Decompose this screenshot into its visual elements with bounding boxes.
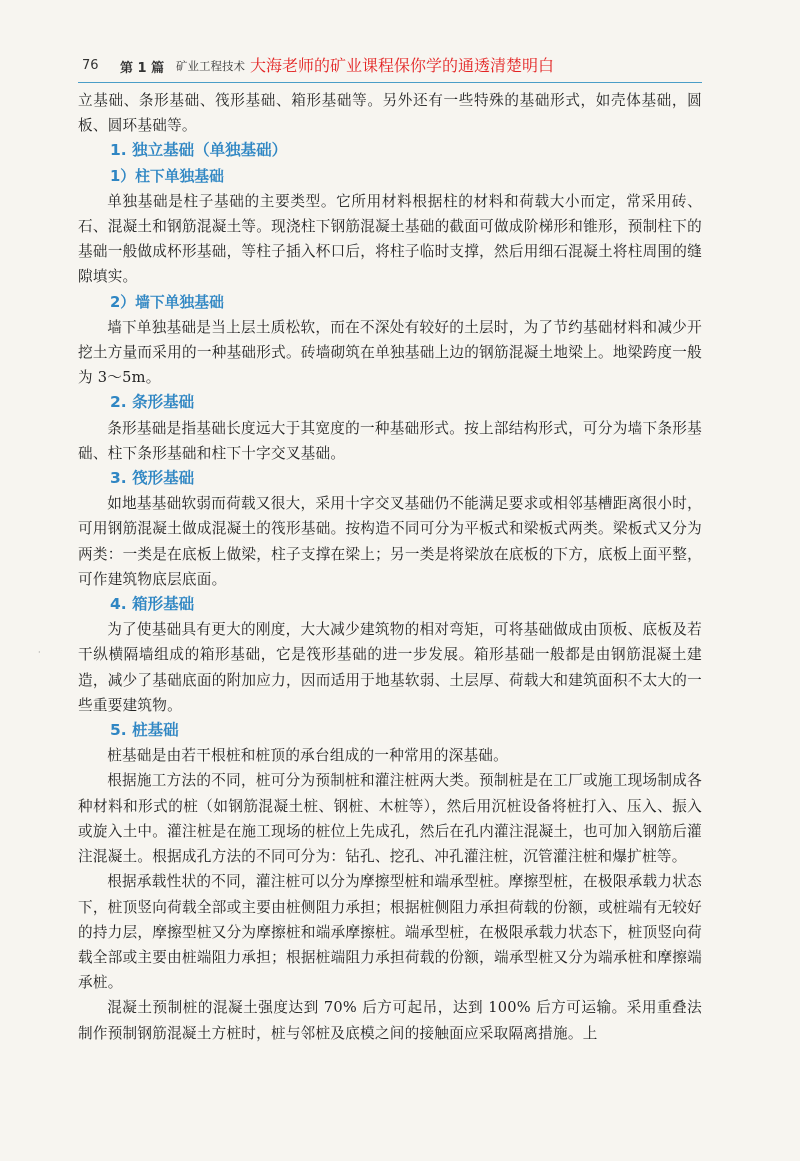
part-label: 第 1 篇 bbox=[120, 61, 165, 76]
paragraph-box-foundation: 为了使基础具有更大的刚度，大大减少建筑物的相对弯矩，可将基础做成由顶板、底板及若干纵横隔墙组成的箱形基础，它是筏形基础的进一步发展。箱形基础一般都是由钢筋混凝土建造，减少了基础底面的附加应力，因而适用于地基软弱、土层厚、荷载大和建筑面积不太大的一些重要建筑物。 bbox=[78, 621, 702, 714]
paragraph-raft-foundation: 如地基基础软弱而荷载又很大，采用十字交叉基础仍不能满足要求或相邻基槽距离很小时，可用钢筋混凝土做成混凝土的筏形基础。按构造不同可分为平板式和梁板式两类。梁板式又分为两类：一类是在底板上做梁，柱子支撑在梁上；另一类是将梁放在底板的下方，底板上面平整，可作建筑物底层底面。 bbox=[78, 495, 702, 588]
heading-pile-foundation: 5. 桩基础 bbox=[110, 721, 179, 740]
subheading-column-footing: 1）柱下单独基础 bbox=[110, 167, 224, 185]
paragraph-precast-pile: 混凝土预制桩的混凝土强度达到 70% 后方可起吊，达到 100% 后方可运输。采用重叠法制作预制钢筋混凝土方桩时，桩与邻桩及底模之间的接触面应采取隔离措施。上 bbox=[78, 999, 702, 1042]
heading-box-foundation: 4. 箱形基础 bbox=[110, 595, 195, 614]
subheading-wall-footing: 2）墙下单独基础 bbox=[110, 293, 224, 311]
paragraph-wall-footing: 墙下单独基础是当上层土质松软，而在不深处有较好的土层时，为了节约基础材料和减少开挖土方量而采用的一种基础形式。砖墙砌筑在单独基础上边的钢筋混凝土地梁上。地梁跨度一般为 3～5m。 bbox=[78, 318, 702, 387]
paragraph-strip-footing: 条形基础是指基础长度远大于其宽度的一种基础形式。按上部结构形式，可分为墙下条形基础、柱下条形基础和柱下十字交叉基础。 bbox=[78, 419, 702, 462]
page-number: 76 bbox=[82, 58, 99, 73]
heading-strip-footing: 2. 条形基础 bbox=[110, 393, 195, 412]
paragraph-pile-definition: 桩基础是由若干根桩和桩顶的承台组成的一种常用的深基础。 bbox=[107, 747, 508, 765]
paragraph-pile-bearing: 根据承载性状的不同，灌注桩可以分为摩擦型桩和端承型桩。摩擦型桩，在极限承载力状态下，桩顶竖向荷载全部或主要由桩侧阻力承担；根据桩侧阻力承担荷载的份额，或桩端有无较好的持力层，摩擦型桩又分为摩擦桩和端承摩擦桩。端承型桩，在极限承载力状态下，桩顶竖向荷载全部或主要由桩端阻力承担；根据桩端阻力承担荷载的份额，端承型桩又分为端承桩和摩擦端承桩。 bbox=[78, 873, 702, 992]
paragraph-column-footing: 单独基础是柱子基础的主要类型。它所用材料根据柱的材料和荷载大小而定，常采用砖、石、混凝土和钢筋混凝土等。现浇柱下钢筋混凝土基础的截面可做成阶梯形和锥形，预制柱下的基础一般做成杯形基础，等柱子插入杯口后，将柱子临时支撑，然后用细石混凝土将柱周围的缝隙填实。 bbox=[78, 192, 702, 286]
paragraph-pile-construction: 根据施工方法的不同，桩可分为预制桩和灌注桩两大类。预制桩是在工厂或施工现场制成各种材料和形式的桩（如钢筋混凝土桩、钢桩、木桩等），然后用沉桩设备将桩打入、压入、振入或旋入土中。灌注桩是在施工现场的桩位上先成孔，然后在孔内灌注混凝土，也可加入钢筋后灌注混凝土。根据成孔方法的不同可分为：钻孔、挖孔、冲孔灌注桩，沉管灌注桩和爆扩桩等。 bbox=[78, 772, 702, 866]
page-body bbox=[78, 88, 702, 1046]
book-title: 矿业工程技术 bbox=[176, 59, 245, 73]
promo-text: 大海老师的矿业课程保你学的通透清楚明白 bbox=[250, 56, 555, 75]
paragraph-intro-continuation: 立基础、条形基础、筏形基础、箱形基础等。另外还有一些特殊的基础形式，如壳体基础，圆板、圆环基础等。 bbox=[78, 92, 702, 135]
margin-dot: · bbox=[38, 648, 41, 657]
page-header bbox=[78, 52, 702, 83]
heading-isolated-footing: 1. 独立基础（单独基础） bbox=[110, 141, 288, 160]
heading-raft-foundation: 3. 筏形基础 bbox=[110, 469, 195, 488]
